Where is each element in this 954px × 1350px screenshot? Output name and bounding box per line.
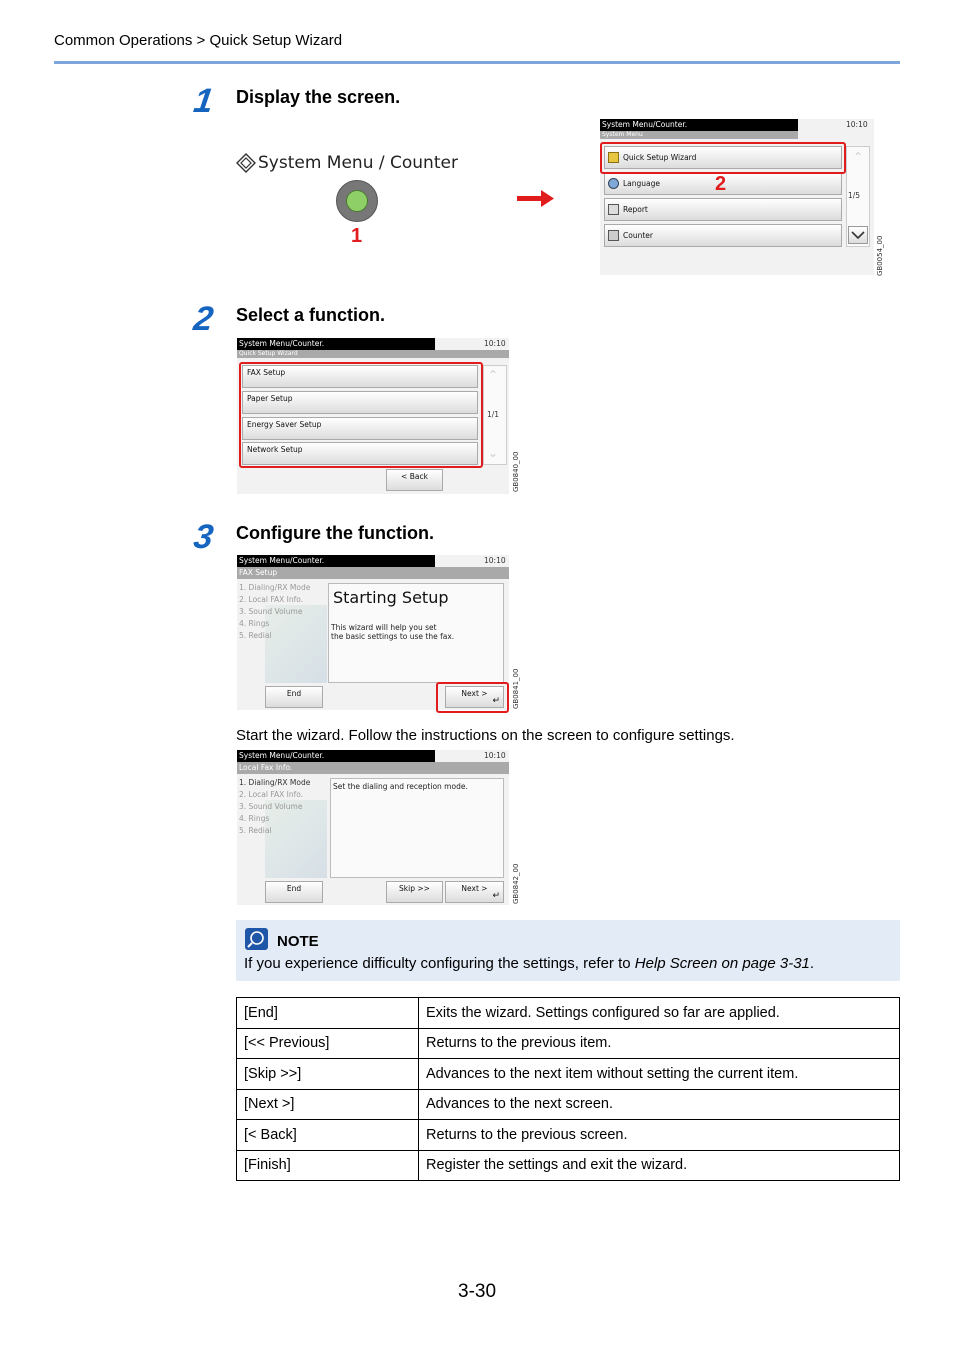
table-desc: Register the settings and exit the wizard.	[419, 1150, 900, 1181]
screen-subtitle: Quick Setup Wizard	[237, 350, 509, 358]
note-text	[244, 955, 814, 972]
screen-title: System Menu/Counter.	[237, 750, 435, 762]
scroll-down-button[interactable]	[848, 226, 868, 244]
step-title-1: Display the screen.	[236, 87, 401, 107]
button-description-table	[236, 997, 900, 1181]
note-icon	[245, 928, 268, 950]
table-row	[237, 1089, 900, 1120]
image-id: GB0054_00	[876, 235, 884, 276]
scroll-down-icon[interactable]: ⌄	[488, 446, 499, 460]
next-label: Next >	[461, 884, 488, 893]
system-menu-key-label: System Menu / Counter	[258, 153, 458, 173]
wizard-step: 3. Sound Volume	[239, 802, 303, 811]
callout-1: 1	[351, 225, 363, 247]
note-label: NOTE	[277, 933, 319, 950]
wizard-step-list	[239, 582, 310, 642]
table-desc: Returns to the previous item.	[419, 1028, 900, 1059]
language-icon	[608, 178, 619, 189]
wizard-heading: Starting Setup	[333, 588, 449, 607]
wizard-step: 2. Local FAX Info.	[239, 790, 304, 799]
wizard-step: 2. Local FAX Info.	[239, 595, 304, 604]
step-title-3: Configure the function.	[236, 523, 434, 543]
highlight-next-button	[436, 682, 509, 713]
step-title-2: Select a function.	[236, 305, 386, 325]
note-text-prefix: If you experience difficulty configuring the settings, refer to	[244, 955, 635, 972]
instruction-text: Start the wizard. Follow the instructions on the screen to configure settings.	[236, 727, 735, 744]
wizard-step: 5. Redial	[239, 631, 272, 640]
wizard-step: 1. Dialing/RX Mode	[239, 583, 311, 592]
help-screen-link[interactable]: Help Screen on page 3-31	[634, 955, 810, 972]
table-row	[237, 998, 900, 1029]
screen-subtitle: FAX Setup	[237, 567, 509, 579]
page-indicator: 1/5	[848, 191, 861, 200]
system-menu-icon	[236, 153, 256, 173]
wizard-step: 4. Rings	[239, 619, 270, 628]
menu-item-counter[interactable]	[604, 224, 842, 247]
end-button[interactable]: End	[265, 881, 323, 903]
menu-item-label: Paper Setup	[247, 394, 293, 403]
table-key: [Next >]	[237, 1089, 419, 1120]
screen-time: 10:10	[846, 120, 868, 129]
end-button[interactable]: End	[265, 686, 323, 708]
image-id: GB0842_00	[512, 863, 520, 904]
screen-title: System Menu/Counter.	[237, 555, 435, 567]
scroll-area	[846, 146, 870, 247]
screen-local-fax-info	[237, 750, 509, 905]
menu-item-label: Quick Setup Wizard	[623, 153, 697, 162]
screen-subtitle: Local Fax Info.	[237, 762, 509, 774]
menu-item-report[interactable]	[604, 198, 842, 221]
wizard-content-panel	[328, 583, 504, 683]
table-key: [Skip >>]	[237, 1059, 419, 1090]
wizard-step-list	[239, 777, 310, 837]
screen-time: 10:10	[484, 751, 506, 760]
scroll-up-icon[interactable]: ⌃	[852, 150, 864, 164]
chevron-down-icon	[849, 227, 867, 243]
breadcrumb: Common Operations > Quick Setup Wizard	[54, 32, 343, 49]
table-row	[237, 1059, 900, 1090]
table-desc: Exits the wizard. Settings configured so far are applied.	[419, 998, 900, 1029]
table-row	[237, 1028, 900, 1059]
note-box	[236, 920, 900, 981]
wizard-body-line-1: This wizard will help you set	[331, 623, 437, 632]
table-key: [< Back]	[237, 1120, 419, 1151]
scroll-up-icon[interactable]: ⌃	[488, 368, 499, 382]
menu-item-label: Network Setup	[247, 445, 303, 454]
arrow-right-icon	[517, 189, 555, 209]
wizard-body-line-2: the basic settings to use the fax.	[331, 632, 455, 641]
highlight-function-list	[239, 362, 483, 468]
menu-item-label: Counter	[623, 231, 653, 240]
menu-item-label: Language	[623, 179, 661, 188]
page-number: 3-30	[458, 1281, 497, 1302]
system-menu-key[interactable]	[336, 180, 378, 222]
counter-icon	[608, 230, 619, 241]
screen-title: System Menu/Counter.	[237, 338, 435, 350]
table-desc: Returns to the previous screen.	[419, 1120, 900, 1151]
skip-button[interactable]: Skip >>	[386, 881, 443, 903]
screen-time: 10:10	[484, 556, 506, 565]
enter-icon: ↵	[492, 891, 500, 901]
report-icon	[608, 204, 619, 215]
callout-2: 2	[715, 173, 727, 195]
image-id: GB0840_00	[512, 451, 520, 492]
step-number-1: 1	[191, 82, 216, 120]
table-key: [Finish]	[237, 1150, 419, 1181]
wizard-content-panel	[330, 778, 504, 878]
wizard-step-current: 1. Dialing/RX Mode	[239, 778, 311, 787]
note-text-suffix: .	[809, 955, 815, 972]
next-label: Next >	[461, 689, 488, 698]
highlight-quick-setup-wizard	[600, 142, 846, 174]
wizard-step: 3. Sound Volume	[239, 607, 303, 616]
table-key: [<< Previous]	[237, 1028, 419, 1059]
screen-time: 10:10	[484, 339, 506, 348]
screen-subtitle: System Menu	[600, 131, 798, 139]
table-row	[237, 1150, 900, 1181]
screen-title: System Menu/Counter.	[600, 119, 798, 131]
key-indicator-light	[346, 190, 368, 212]
next-button[interactable]	[445, 881, 504, 903]
menu-item-label: Energy Saver Setup	[247, 420, 322, 429]
image-id: GB0841_00	[512, 668, 520, 709]
page-indicator: 1/1	[487, 410, 500, 419]
enter-icon: ↵	[492, 696, 500, 706]
back-button[interactable]: < Back	[386, 469, 443, 491]
step-number-3: 3	[191, 518, 216, 556]
menu-item-label: FAX Setup	[247, 368, 286, 377]
scroll-area	[483, 365, 507, 465]
table-key: [End]	[237, 998, 419, 1029]
wizard-step: 5. Redial	[239, 826, 272, 835]
menu-item-label: Report	[623, 205, 648, 214]
wizard-step: 4. Rings	[239, 814, 270, 823]
header-rule	[54, 61, 900, 64]
table-desc: Advances to the next item without setting the current item.	[419, 1059, 900, 1090]
table-row	[237, 1120, 900, 1151]
table-desc: Advances to the next screen.	[419, 1089, 900, 1120]
step-number-2: 2	[191, 300, 216, 338]
wizard-body: Set the dialing and reception mode.	[333, 782, 468, 791]
